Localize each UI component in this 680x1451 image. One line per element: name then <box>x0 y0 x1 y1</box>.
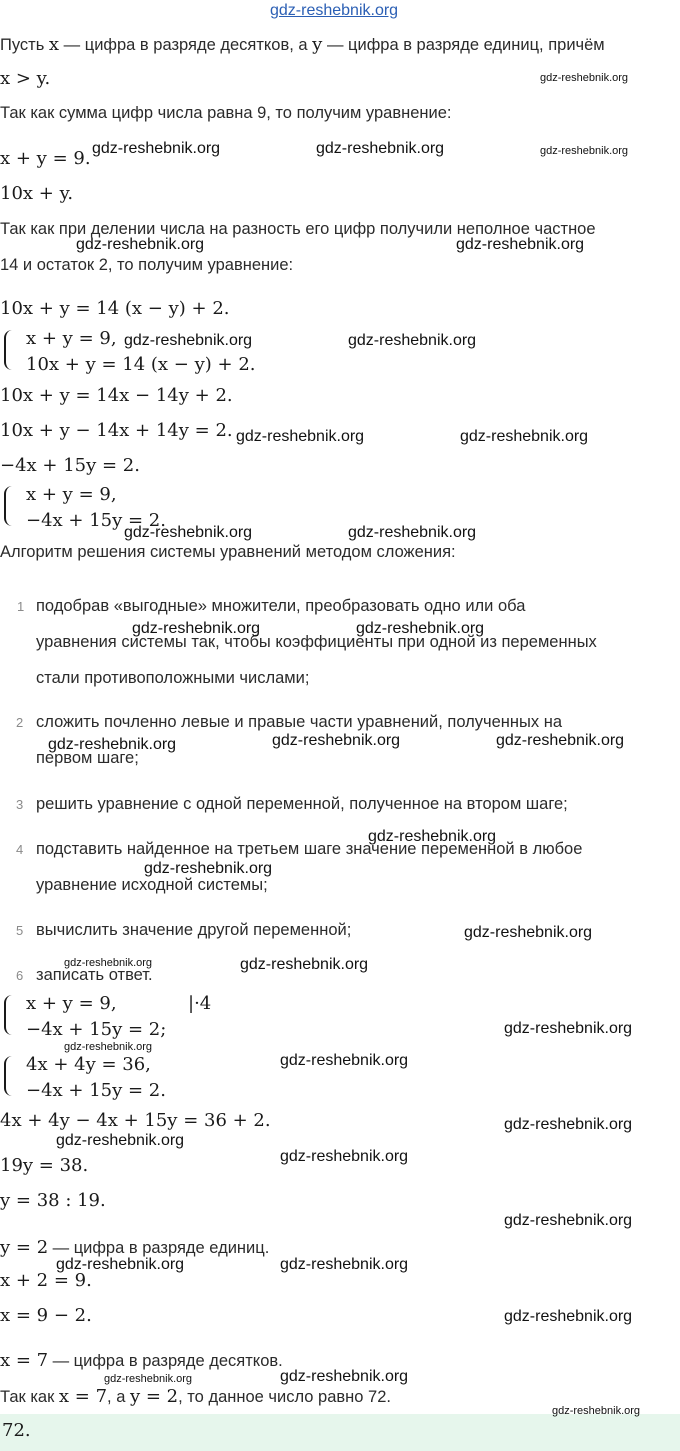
watermark: gdz-reshebnik.org <box>316 140 445 157</box>
watermark: gdz-reshebnik.org <box>280 1148 409 1165</box>
division-text-1: Так как при делении числа на разность его цифр получили неполное частное <box>0 220 596 238</box>
list-number: 1 <box>17 599 25 614</box>
list-number: 2 <box>16 715 24 730</box>
watermark: gdz-reshebnik.org <box>460 428 589 445</box>
system3-eq2: −4x + 15y = 2; <box>26 1019 167 1040</box>
list-number: 4 <box>16 842 24 857</box>
watermark: gdz-reshebnik.org <box>348 524 477 541</box>
x-result-text: — цифра в разряде десятков. <box>52 1352 283 1370</box>
division-text-2: 14 и остаток 2, то получим уравнение: <box>0 256 294 274</box>
conclusion-a: Так как <box>0 1388 55 1406</box>
watermark: gdz-reshebnik.org <box>56 1132 185 1149</box>
watermark: gdz-reshebnik.org <box>64 1041 153 1053</box>
watermark: gdz-reshebnik.org <box>280 1256 409 1273</box>
list-number: 6 <box>16 968 24 983</box>
watermark: gdz-reshebnik.org <box>92 140 221 157</box>
step-a-3: −4x + 15y = 2. <box>0 455 140 476</box>
x-result-line <box>0 1350 283 1371</box>
watermark: gdz-reshebnik.org <box>124 332 253 349</box>
watermark: gdz-reshebnik.org <box>456 236 585 253</box>
system-brace <box>4 1056 14 1096</box>
watermark: gdz-reshebnik.org <box>504 1308 633 1325</box>
watermark: gdz-reshebnik.org <box>280 1052 409 1069</box>
eq-sum: x + y = 9. <box>0 148 91 169</box>
watermark: gdz-reshebnik.org <box>356 620 485 637</box>
watermark: gdz-reshebnik.org <box>236 428 365 445</box>
system4-eq2: −4x + 15y = 2. <box>26 1080 166 1101</box>
watermark: gdz-reshebnik.org <box>76 236 205 253</box>
system-brace <box>4 486 14 526</box>
list-item-line: решить уравнение с одной переменной, полученное на втором шаге; <box>36 795 568 813</box>
conclusion-c: , то данное число равно 72. <box>178 1388 391 1406</box>
watermark: gdz-reshebnik.org <box>280 1368 409 1385</box>
watermark: gdz-reshebnik.org <box>104 1373 193 1385</box>
watermark: gdz-reshebnik.org <box>540 145 629 157</box>
watermark: gdz-reshebnik.org <box>272 732 401 749</box>
sum-text: Так как сумма цифр числа равна 9, то получим уравнение: <box>0 104 452 122</box>
conclusion-x: x = 7 <box>58 1386 108 1407</box>
watermark: gdz-reshebnik.org <box>504 1020 633 1037</box>
watermark: gdz-reshebnik.org <box>552 1405 641 1417</box>
intro-text-c: — цифра в разряде единиц, причём <box>326 36 605 54</box>
answer-value: 72. <box>2 1420 31 1441</box>
watermark: gdz-reshebnik.org <box>504 1116 633 1133</box>
system3-multiplier: |·4 <box>188 993 212 1014</box>
watermark: gdz-reshebnik.org <box>496 732 625 749</box>
eq-division: 10x + y = 14 (x − y) + 2. <box>0 298 230 319</box>
watermark: gdz-reshebnik.org <box>348 332 477 349</box>
list-item-line: подобрав «выгодные» множители, преобразовать одно или оба <box>36 597 526 615</box>
list-item-line: вычислить значение другой переменной; <box>36 921 352 939</box>
watermark: gdz-reshebnik.org <box>56 1256 185 1273</box>
list-item-line: уравнения системы так, чтобы коэффициенты при одной из переменных <box>36 633 597 651</box>
system1-eq1: x + y = 9, <box>26 328 117 349</box>
step-a-1: 10x + y = 14x − 14y + 2. <box>0 385 233 406</box>
system-brace <box>4 330 14 370</box>
intro-line <box>0 34 605 55</box>
y-result-text: — цифра в разряде единиц. <box>52 1239 270 1257</box>
conclusion <box>0 1386 391 1407</box>
watermark: gdz-reshebnik.org <box>144 860 273 877</box>
step-b-3: y = 38 : 19. <box>0 1190 106 1211</box>
system4-eq1: 4x + 4y = 36, <box>26 1054 151 1075</box>
step-b-1: 4x + 4y − 4x + 15y = 36 + 2. <box>0 1110 271 1131</box>
list-item-line: подставить найденное на третьем шаге значение переменной в любое <box>36 840 583 858</box>
system1-eq2: 10x + y = 14 (x − y) + 2. <box>26 354 256 375</box>
algorithm-title: Алгоритм решения системы уравнений методом сложения: <box>0 543 456 561</box>
watermark: gdz-reshebnik.org <box>48 736 177 753</box>
step-c-2: x = 9 − 2. <box>0 1305 92 1326</box>
system3-eq1: x + y = 9, <box>26 993 117 1014</box>
watermark: gdz-reshebnik.org <box>540 72 629 84</box>
inequality: x > y. <box>0 68 51 89</box>
step-b-2: 19y = 38. <box>0 1155 89 1176</box>
x-result-expr: x = 7 <box>0 1350 49 1371</box>
list-number: 3 <box>16 797 24 812</box>
step-a-2: 10x + y − 14x + 14y = 2. <box>0 420 233 441</box>
site-header-link[interactable]: gdz-reshebnik.org <box>270 2 399 19</box>
var-x: x <box>48 34 60 55</box>
answer-box <box>0 1414 680 1451</box>
list-item-line: записать ответ. <box>36 966 153 984</box>
y-result-expr: y = 2 <box>0 1237 49 1258</box>
intro-text-a: Пусть <box>0 36 45 54</box>
watermark: gdz-reshebnik.org <box>240 956 369 973</box>
watermark: gdz-reshebnik.org <box>504 1212 633 1229</box>
conclusion-y: y = 2 <box>129 1386 179 1407</box>
system2-eq2: −4x + 15y = 2. <box>26 510 166 531</box>
list-item-line: первом шаге; <box>36 749 139 767</box>
conclusion-b: , а <box>107 1388 126 1406</box>
watermark: gdz-reshebnik.org <box>132 620 261 637</box>
system2-eq1: x + y = 9, <box>26 484 117 505</box>
watermark: gdz-reshebnik.org <box>368 828 497 845</box>
step-c-1: x + 2 = 9. <box>0 1270 92 1291</box>
list-item-line: стали противоположными числами; <box>36 669 310 687</box>
watermark: gdz-reshebnik.org <box>124 524 253 541</box>
list-item-line: уравнение исходной системы; <box>36 876 268 894</box>
watermark: gdz-reshebnik.org <box>64 957 153 969</box>
intro-text-b: — цифра в разряде десятков, а <box>63 36 308 54</box>
var-y: y <box>312 34 323 55</box>
list-item-line: сложить почленно левые и правые части уравнений, полученных на <box>36 713 563 731</box>
list-number: 5 <box>16 923 24 938</box>
watermark: gdz-reshebnik.org <box>464 924 593 941</box>
system-brace <box>4 995 14 1035</box>
number-expression: 10x + y. <box>0 183 74 204</box>
y-result-line <box>0 1237 269 1258</box>
